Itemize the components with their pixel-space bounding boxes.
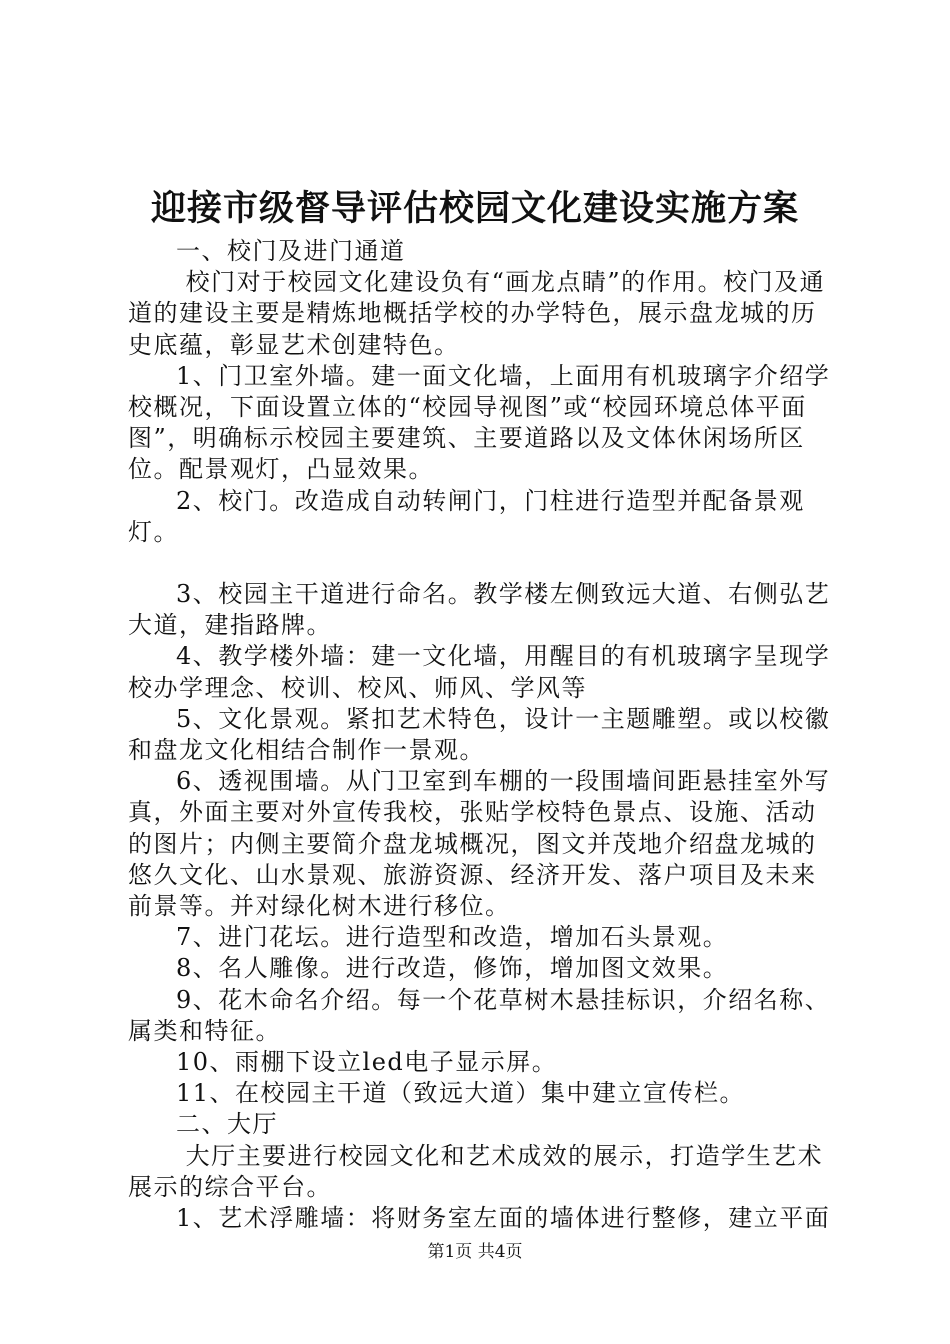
page-footer: 第1页 共4页: [427, 1242, 523, 1262]
list-item-4: 4、教学楼外墙：建一文化墙，用醒目的有机玻璃字呈现学校办学理念、校训、校风、师风、学风等: [128, 642, 831, 702]
hall-list-item-1: 1、艺术浮雕墙：将财务室左面的墙体进行整修，建立平面: [176, 1204, 831, 1233]
document-title: 迎接市级督导评估校园文化建设实施方案: [150, 188, 799, 229]
list-item-5: 5、文化景观。紧扣艺术特色，设计一主题雕塑。或以校徽和盘龙文化相结合制作一景观。: [128, 704, 831, 765]
list-item-6: 6、透视围墙。从门卫室到车棚的一段围墙间距悬挂室外写真，外面主要对外宣传我校，张贴学校特色景点、设施、活动的图片；内侧主要简介盘龙城概况，图文并茂地介绍盘龙城的悠久文化、山水景观、旅游资源、经济开发、落户项目及未来前景等。并对绿化树木进行移位。: [128, 767, 831, 921]
paragraph-hall-intro: 大厅主要进行校园文化和艺术成效的展示，打造学生艺术展示的综合平台。: [128, 1141, 824, 1201]
list-item-7: 7、进门花坛。进行造型和改造，增加石头景观。: [176, 923, 729, 952]
section-heading-hall: 二、大厅: [176, 1110, 278, 1139]
section-heading-gate: 一、校门及进门通道: [176, 237, 406, 265]
list-item-1: 1、门卫室外墙。建一面文化墙，上面用有机玻璃字介绍学校概况，下面设置立体的“校园导视图”或“校园环境总体平面图”，明确标示校园主要建筑、主要道路以及文体休闲场所区位。配景观灯，凸显效果。: [128, 361, 831, 484]
list-item-11: 11、在校园主干道（致远大道）集中建立宣传栏。: [176, 1079, 746, 1108]
list-item-3: 3、校园主干道进行命名。教学楼左侧致远大道、右侧弘艺大道，建指路牌。: [128, 580, 831, 640]
paragraph-gate-intro: 校门对于校园文化建设负有“画龙点睛”的作用。校门及通道的建设主要是精炼地概括学校的办学特色，展示盘龙城的历史底蕴，彰显艺术创建特色。: [128, 268, 826, 359]
list-item-10: 10、雨棚下设立led电子显示屏。: [176, 1048, 558, 1077]
list-item-8: 8、名人雕像。进行改造，修饰，增加图文效果。: [176, 954, 729, 983]
list-item-2: 2、校门。改造成自动转闸门，门柱进行造型并配备景观灯。: [128, 486, 805, 546]
list-item-9: 9、花木命名介绍。每一个花草树木悬挂标识，介绍名称、属类和特征。: [128, 985, 831, 1045]
document-body: [128, 236, 840, 1234]
